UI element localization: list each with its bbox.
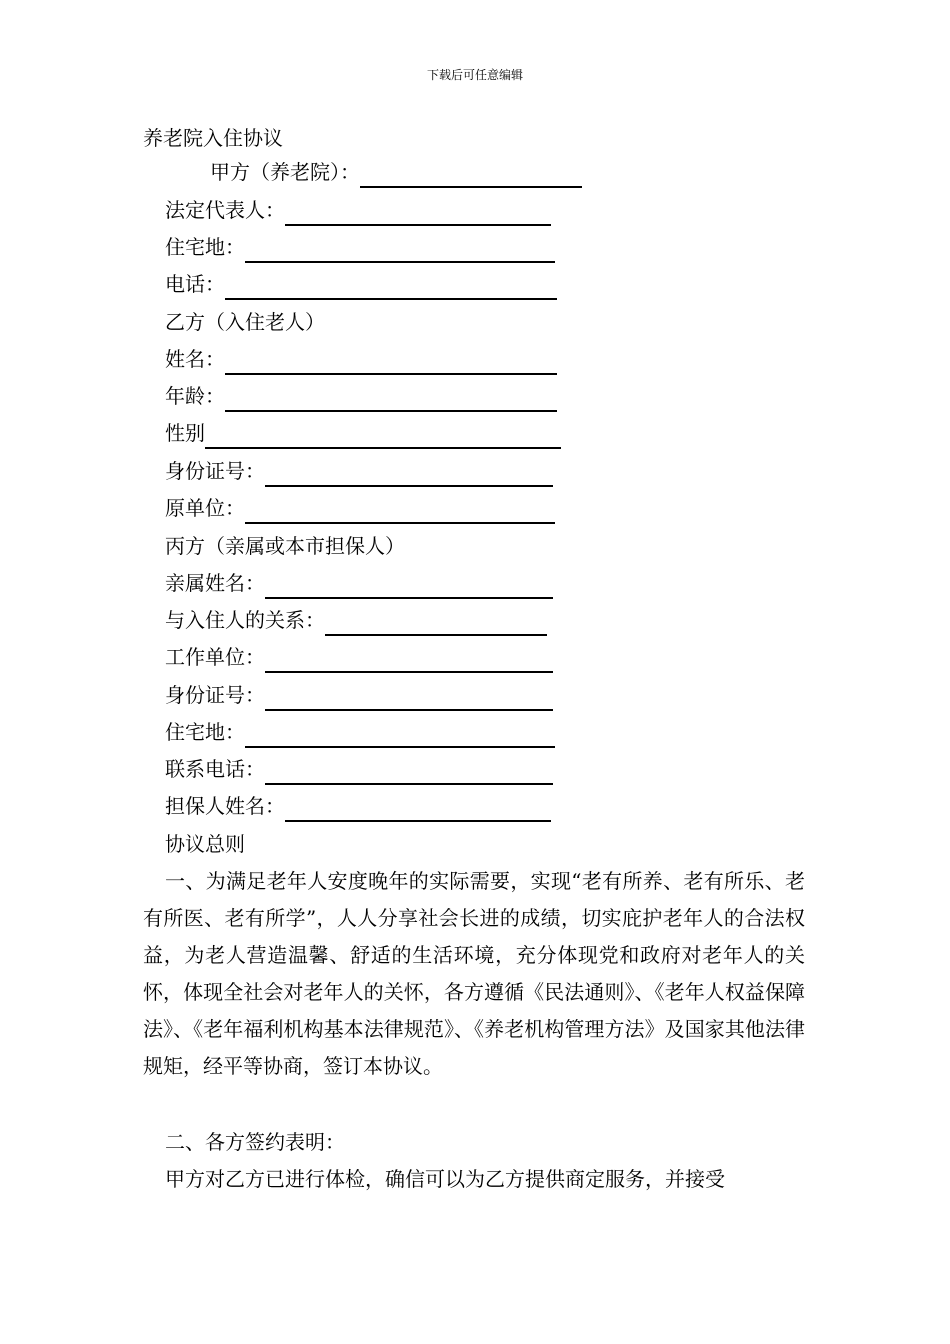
former-unit-row — [165, 492, 555, 524]
field-label: 法定代表人： — [165, 198, 285, 222]
field-label: 工作单位： — [165, 645, 265, 669]
field-label: 电话： — [165, 272, 225, 296]
age-row — [165, 380, 557, 412]
legal-rep-row — [165, 194, 551, 226]
name-row — [165, 343, 557, 375]
gender-row — [165, 417, 561, 449]
party-c-heading: 丙方（亲属或本市担保人） — [165, 534, 405, 558]
party-a-row — [210, 156, 582, 188]
field-label: 身份证号： — [165, 459, 265, 483]
field-label: 住宅地： — [165, 720, 245, 744]
field-label: 原单位： — [165, 496, 245, 520]
guarantor-name-blank[interactable] — [285, 798, 551, 822]
party-a-phone-row — [165, 268, 557, 300]
page-header: 下载后可任意编辑 — [426, 68, 523, 82]
guarantor-id-row — [165, 679, 553, 711]
clause-two: 二、各方签约表明： — [165, 1130, 345, 1154]
legal-rep-blank[interactable] — [285, 202, 551, 226]
work-unit-row — [165, 641, 553, 673]
field-label: 姓名： — [165, 347, 225, 371]
relative-name-blank[interactable] — [265, 575, 553, 599]
field-label: 身份证号： — [165, 683, 265, 707]
field-label: 与入住人的关系： — [165, 608, 325, 632]
clause-one: 一、为满足老年人安度晚年的实际需要，实现“老有所养、老有所乐、老有所医、老有所学”，人人分享社会长进的成绩，切实庇护老年人的合法权益，为老人营造温馨、舒适的生活环境，充分体现党和政府对老年人的关怀，体现全社会对老年人的关怀，各方遵循《民法通则》、《老年人权益保障法》、《老年福利机构基本法律规范》、《养老机构管理方法》及国家其他法律规矩，经平等协商，签订本协议。 — [143, 869, 805, 1078]
guarantor-id-blank[interactable] — [265, 687, 553, 711]
field-label: 亲属姓名： — [165, 571, 265, 595]
id-number-row — [165, 455, 553, 487]
work-unit-blank[interactable] — [265, 649, 553, 673]
relationship-blank[interactable] — [325, 612, 547, 636]
field-label: 年龄： — [165, 384, 225, 408]
general-heading: 协议总则 — [165, 832, 245, 856]
contact-phone-blank[interactable] — [265, 761, 553, 785]
former-unit-blank[interactable] — [245, 500, 555, 524]
relative-name-row — [165, 567, 553, 599]
party-a-address-row — [165, 231, 555, 263]
relationship-row — [165, 604, 547, 636]
party-a-address-blank[interactable] — [245, 239, 555, 263]
age-blank[interactable] — [225, 388, 557, 412]
field-label: 住宅地： — [165, 235, 245, 259]
document-title: 养老院入住协议 — [143, 126, 283, 150]
party-a-heading: 甲方（养老院）： — [210, 160, 360, 184]
party-c-address-row — [165, 716, 555, 748]
party-a-phone-blank[interactable] — [225, 276, 557, 300]
field-label: 性别 — [165, 421, 205, 445]
party-a-blank[interactable] — [360, 164, 582, 188]
field-label: 联系电话： — [165, 757, 265, 781]
clause-two-body: 甲方对乙方已进行体检，确信可以为乙方提供商定服务，并接受 — [165, 1167, 725, 1191]
id-number-blank[interactable] — [265, 463, 553, 487]
contact-phone-row — [165, 753, 553, 785]
party-c-address-blank[interactable] — [245, 724, 555, 748]
party-b-heading: 乙方（入住老人） — [165, 310, 325, 334]
name-blank[interactable] — [225, 351, 557, 375]
gender-blank[interactable] — [205, 425, 561, 449]
field-label: 担保人姓名： — [165, 794, 285, 818]
guarantor-name-row — [165, 790, 551, 822]
